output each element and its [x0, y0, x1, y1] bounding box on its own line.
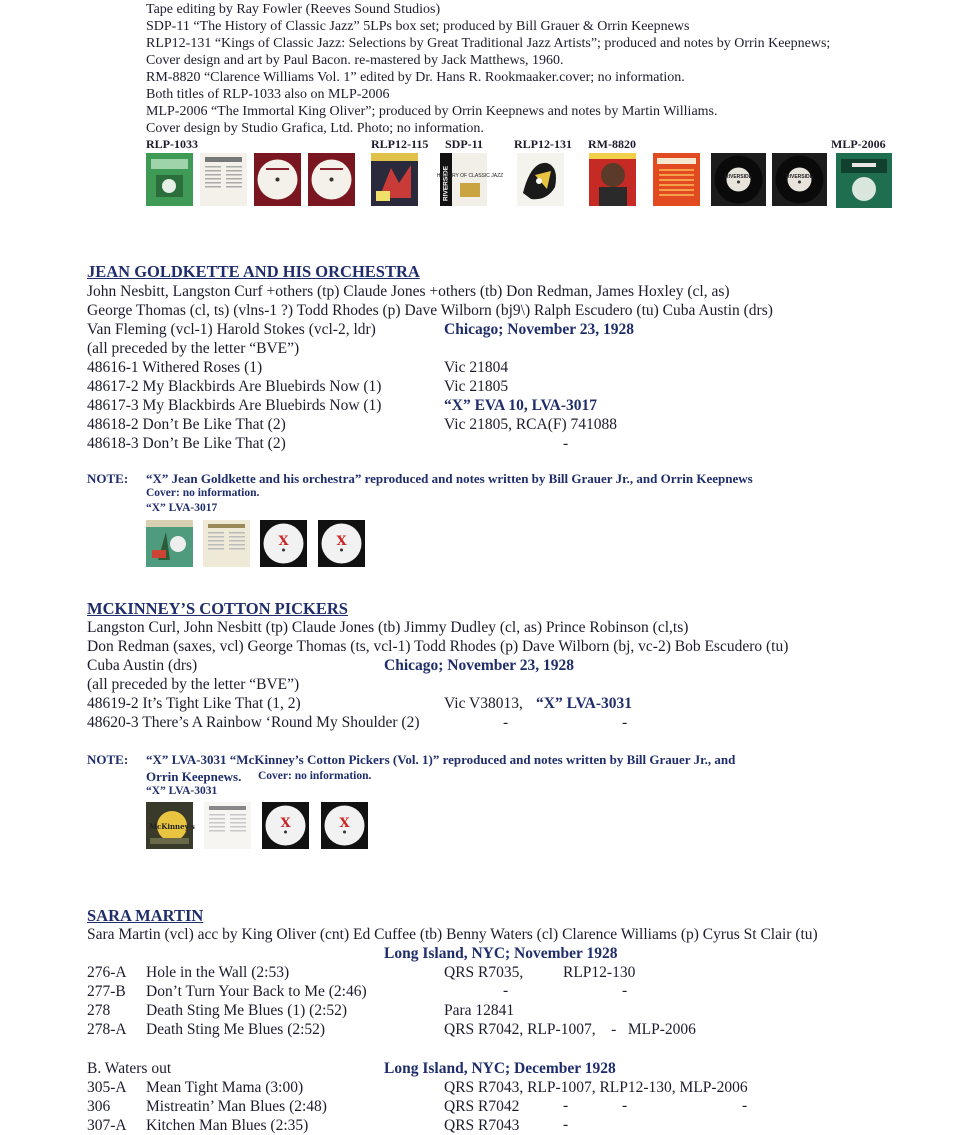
track-issue: -	[742, 1097, 748, 1114]
track-title: Don’t Turn Your Back to Me (2:46)	[146, 983, 367, 1000]
album-cover-image	[146, 153, 193, 206]
cover-label-sdp11: SDP-11	[445, 137, 484, 151]
track-issue: -	[622, 982, 628, 999]
track-issue: -	[503, 982, 509, 999]
album-cover-image	[146, 799, 193, 852]
track-matrix: 276-A	[87, 964, 127, 981]
track-title: 48620-3 There’s A Rainbow ‘Round My Shoulder (2)	[87, 714, 420, 731]
x-label-text: X	[336, 534, 347, 549]
note-cover-text: Cover: no information.	[146, 487, 260, 499]
track-issue: QRS R7042	[444, 1098, 520, 1115]
personnel-line: Van Fleming (vcl-1) Harold Stokes (vcl-2, ldr)	[87, 321, 376, 338]
track-issue: Vic 21805	[444, 378, 509, 395]
record-label-x-image	[262, 799, 309, 852]
record-label-x-image	[318, 517, 365, 570]
track-issue: -	[622, 1097, 628, 1114]
track-matrix: 307-A	[87, 1117, 127, 1134]
track-issue: -	[563, 1097, 569, 1114]
track-issue: Vic 21804	[444, 359, 509, 376]
track-title: Mistreatin’ Man Blues (2:48)	[146, 1098, 327, 1115]
personnel-line: Don Redman (saxes, vcl) George Thomas (ts, vcl-1) Todd Rhodes (p) Dave Wilborn (bj, vc-2) Bob Escudero (tu)	[87, 638, 789, 655]
note-line: SDP-11 “The History of Classic Jazz” 5LPs box set; produced by Bill Grauer & Orrin Keepnews	[146, 19, 690, 34]
track-matrix: 305-A	[87, 1079, 127, 1096]
track-title: 48617-2 My Blackbirds Are Bluebirds Now (1)	[87, 378, 382, 395]
track-issue: Vic 21805, RCA(F) 741088	[444, 416, 618, 433]
record-label-x-image	[260, 517, 307, 570]
note-line: Cover design and art by Paul Bacon. re-mastered by Jack Matthews, 1960.	[146, 53, 564, 68]
track-title: Death Sting Me Blues (2:52)	[146, 1021, 326, 1038]
note-line: Cover design by Studio Grafica, Ltd. Photo; no information.	[146, 121, 484, 136]
track-title: Kitchen Man Blues (2:35)	[146, 1117, 309, 1134]
track-issue: -	[622, 714, 628, 731]
track-issue-extra: RLP12-130	[563, 964, 636, 981]
album-cover-image	[653, 153, 700, 206]
cover-label-rm8820: RM-8820	[588, 137, 636, 151]
track-title: Mean Tight Mama (3:00)	[146, 1079, 304, 1096]
x-label-text: X	[280, 816, 291, 831]
album-cover-image	[436, 153, 504, 206]
section-heading: MCKINNEY’S COTTON PICKERS	[87, 599, 348, 618]
album-back-cover-image	[200, 153, 247, 206]
note-line: Both titles of RLP-1033 also on MLP-2006	[146, 87, 390, 102]
track-issue: QRS R7035,	[444, 964, 524, 981]
note-line: RM-8820 “Clarence Williams Vol. 1” edited by Dr. Hans R. Rookmaaker.cover; no information.	[146, 70, 685, 85]
cover-label-rlp12-115: RLP12-115	[371, 137, 429, 151]
album-back-cover-image	[204, 799, 251, 852]
track-title: Hole in the Wall (2:53)	[146, 964, 290, 981]
personnel-line: Cuba Austin (drs)	[87, 657, 198, 674]
note-line: MLP-2006 “The Immortal King Oliver”; produced by Orrin Keepnews and notes by Martin Williams.	[146, 104, 718, 119]
track-title: 48618-3 Don’t Be Like That (2)	[87, 435, 286, 452]
album-cover-image	[517, 153, 564, 206]
covers-label: “X” LVA-3031	[146, 785, 218, 797]
personnel-line: Langston Curl, John Nesbitt (tp) Claude Jones (tb) Jimmy Dudley (cl, as) Prince Robinson (cl,ts)	[87, 619, 689, 636]
track-issue: QRS R7043	[444, 1117, 520, 1134]
record-label-x-image	[321, 799, 368, 852]
album-cover-image	[836, 153, 892, 208]
personnel-line: Sara Martin (vcl) acc by King Oliver (cnt) Ed Cuffee (tb) Benny Waters (cl) Clarence Williams (p) Cyrus St Clair (tu)	[87, 926, 818, 943]
note-cover-text: Cover: no information.	[258, 770, 372, 782]
sdp11-title-text: HISTORY OF CLASSIC JAZZ	[436, 173, 504, 179]
session-location-date: Chicago; November 23, 1928	[384, 657, 574, 674]
album-cover-image	[371, 153, 418, 206]
track-issue: “X” EVA 10, LVA-3017	[444, 397, 598, 414]
track-matrix: 278	[87, 1002, 111, 1019]
prefix-note: (all preceded by the letter “BVE”)	[87, 340, 300, 357]
track-issue: QRS R7042, RLP-1007, - MLP-2006	[444, 1021, 696, 1038]
track-title: Death Sting Me Blues (1) (2:52)	[146, 1002, 348, 1019]
track-title: 48618-2 Don’t Be Like That (2)	[87, 416, 286, 433]
album-cover-image	[589, 153, 636, 206]
track-title: 48616-1 Withered Roses (1)	[87, 359, 263, 376]
track-title: 48617-3 My Blackbirds Are Bluebirds Now (1)	[87, 397, 382, 414]
cover-label-rlp1033: RLP-1033	[146, 137, 198, 151]
riverside-label-text: RIVERSIDE	[786, 174, 813, 180]
track-issue-bold: “X” LVA-3031	[536, 695, 633, 712]
note-label: NOTE:	[87, 752, 129, 767]
covers-label: “X” LVA-3017	[146, 502, 218, 514]
cover-label-rlp12-131: RLP12-131	[514, 137, 572, 151]
x-label-text: X	[339, 816, 350, 831]
record-label-image	[254, 153, 301, 206]
track-title: 48619-2 It’s Tight Like That (1, 2)	[87, 695, 301, 712]
track-matrix: 306	[87, 1098, 111, 1115]
session-location-date: Long Island, NYC; December 1928	[384, 1060, 616, 1077]
section-heading: SARA MARTIN	[87, 906, 204, 925]
riverside-label-text: RIVERSIDE	[725, 174, 752, 180]
track-issue: -	[503, 714, 509, 731]
note-text: “X” Jean Goldkette and his orchestra” reproduced and notes written by Bill Grauer Jr., and Orrin Keepnews	[146, 471, 753, 486]
note-line: Tape editing by Ray Fowler (Reeves Sound Studios)	[146, 2, 441, 17]
personnel-line: John Nesbitt, Langston Curf +others (tp) Claude Jones +others (tb) Don Redman, James Hoxley (cl, as)	[87, 283, 730, 300]
session-location-date: Chicago; November 23, 1928	[444, 321, 634, 338]
note-line: RLP12-131 “Kings of Classic Jazz: Selections by Great Traditional Jazz Artists”; produced and notes by Orrin Keepnews;	[146, 36, 831, 51]
note-text: Orrin Keepnews.	[146, 769, 242, 784]
sdp11-spine-text: RIVERSIDE	[442, 165, 450, 201]
track-matrix: 277-B	[87, 983, 126, 1000]
section-heading: JEAN GOLDKETTE AND HIS ORCHESTRA	[87, 262, 420, 281]
track-issue: QRS R7043, RLP-1007, RLP12-130, MLP-2006	[444, 1079, 748, 1096]
record-label-image	[772, 153, 827, 206]
record-label-image	[308, 153, 355, 206]
track-issue-plain: Vic V38013,	[444, 695, 523, 712]
prefix-note: (all preceded by the letter “BVE”)	[87, 676, 300, 693]
x-label-text: X	[278, 534, 289, 549]
track-matrix: 278-A	[87, 1021, 127, 1038]
mckinney-cover-text: McKinney's	[149, 822, 195, 831]
track-issue: -	[563, 1116, 569, 1133]
personnel-change: B. Waters out	[87, 1060, 172, 1077]
album-cover-image	[146, 517, 193, 570]
note-label: NOTE:	[87, 471, 129, 486]
cover-label-mlp2006: MLP-2006	[831, 137, 886, 151]
track-issue: Para 12841	[444, 1002, 515, 1019]
record-label-image	[711, 153, 766, 206]
session-location-date: Long Island, NYC; November 1928	[384, 945, 618, 962]
personnel-line: George Thomas (cl, ts) (vlns-1 ?) Todd Rhodes (p) Dave Wilborn (bj9\) Ralph Escudero (tu) Cuba Austin (drs)	[87, 302, 773, 319]
album-back-cover-image	[203, 517, 250, 570]
note-text: “X” LVA-3031 “McKinney’s Cotton Pickers (Vol. 1)” reproduced and notes written by Bill Grauer Jr., and	[146, 752, 736, 767]
track-issue: -	[563, 435, 569, 452]
